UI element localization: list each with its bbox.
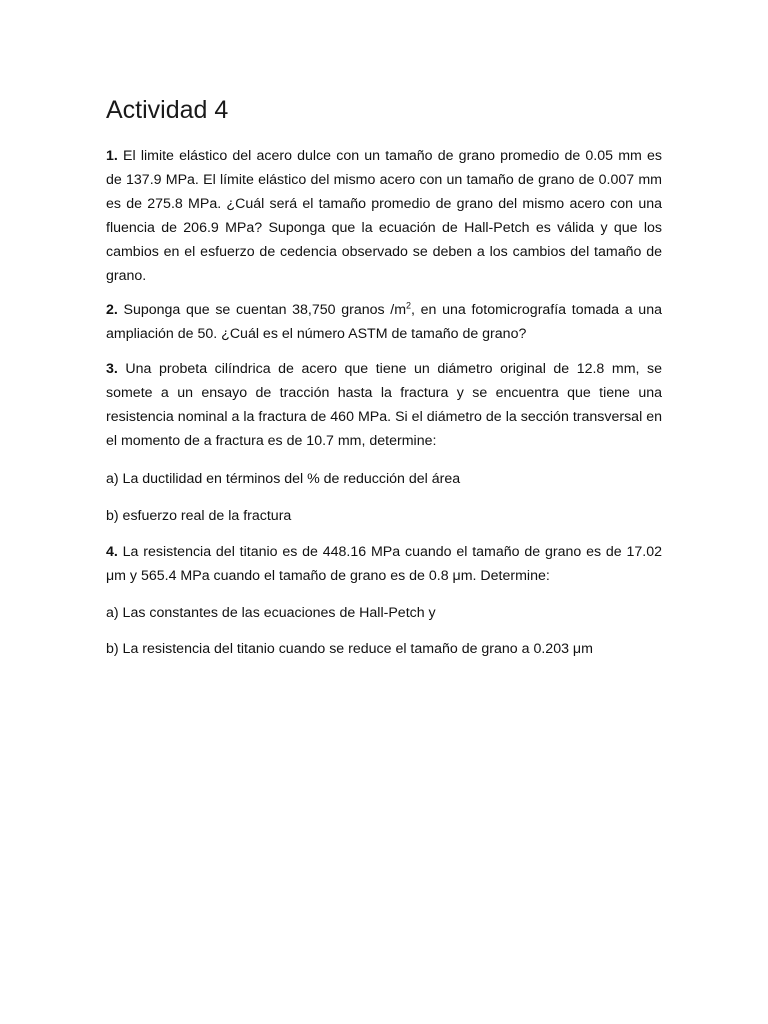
problem-4-part-a: a) Las constantes de las ecuaciones de Hall-Petch y [106,605,436,621]
problem-4-part-b: b) La resistencia del titanio cuando se reduce el tamaño de grano a 0.203 μm [106,641,593,657]
problem-2 [106,298,662,346]
problem-4-number: 4. [106,544,118,560]
problem-4-text: La resistencia del titanio es de 448.16 MPa cuando el tamaño de grano es de 17.02 μm y 565.4 MPa cuando el tamaño de grano es de 0.8 μm. Determine: [106,544,662,584]
problem-3-part-b: b) esfuerzo real de la fractura [106,508,292,524]
problem-2-number: 2. [106,302,118,318]
problem-3 [106,357,662,453]
problem-2-text-after: , en una fotomicrografía tomada a una ampliación de 50. ¿Cuál es el número ASTM de tamaño de grano? [106,302,662,342]
problem-3-number: 3. [106,361,118,377]
problem-1-number: 1. [106,148,118,164]
problem-4 [106,540,662,588]
problem-1 [106,144,662,288]
document-title: Actividad 4 [106,96,229,124]
problem-2-text-before: Suponga que se cuentan 38,750 granos /m [123,302,407,318]
problem-1-text: El limite elástico del acero dulce con un tamaño de grano promedio de 0.05 mm es de 137.9 MPa. El límite elástico del mismo acero con un tamaño de grano de 0.007 mm es de 275.8 MPa. ¿Cuál será el tamaño promedio de grano del mismo acero con una fluencia de 206.9 MPa? Suponga que la ecuación de Hall-Petch es válida y que los cambios en el esfuerzo de cedencia observado se deben a los cambios del tamaño de grano. [106,148,662,284]
problem-2-superscript: 2 [406,300,412,311]
problem-3-part-a: a) La ductilidad en términos del % de reducción del área [106,471,461,487]
problem-3-text: Una probeta cilíndrica de acero que tiene un diámetro original de 12.8 mm, se somete a un ensayo de tracción hasta la fractura y se encuentra que tiene una resistencia nominal a la fractura de 460 MPa. Si el diámetro de la sección transversal en el momento de a fractura es de 10.7 mm, determine: [106,361,662,449]
